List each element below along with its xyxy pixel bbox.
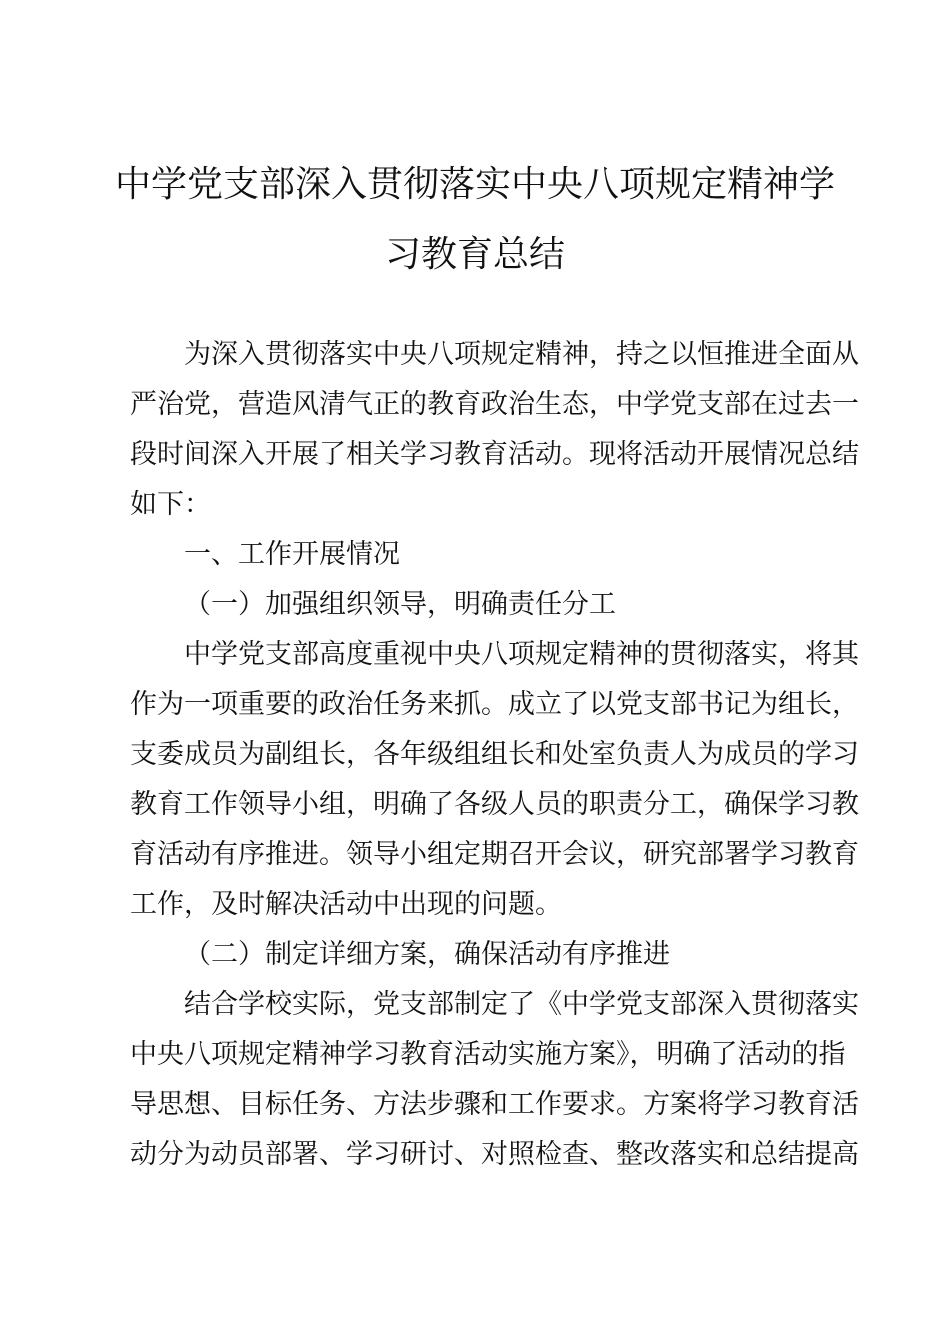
- paragraph: [130, 930, 830, 980]
- paragraph-line: 工作，及时解决活动中出现的问题。: [130, 889, 562, 920]
- paragraph-line: 教育工作领导小组，明确了各级人员的职责分工，确保学习教: [130, 789, 859, 820]
- paragraph-line: 中学党支部高度重视中央八项规定精神的贯彻落实，将其: [184, 639, 859, 670]
- paragraph-line: 支委成员为副组长，各年级组组长和处室负责人为成员的学习: [130, 739, 859, 770]
- paragraph-line: （二）制定详细方案，确保活动有序推进: [184, 939, 670, 970]
- paragraph-line: 育活动有序推进。领导小组定期召开会议，研究部署学习教育: [130, 839, 859, 870]
- document-body: [130, 330, 859, 1180]
- paragraph: [130, 330, 859, 530]
- title-line: 习教育总结: [384, 234, 565, 275]
- paragraph: [130, 630, 859, 930]
- paragraph-line: 一、工作开展情况: [184, 539, 400, 570]
- paragraph: [130, 530, 830, 580]
- paragraph-line: 结合学校实际，党支部制定了《中学党支部深入贯彻落实: [184, 989, 859, 1020]
- paragraph-line: 如下：: [130, 489, 211, 520]
- paragraph-line: 为深入贯彻落实中央八项规定精神，持之以恒推进全面从: [184, 339, 859, 370]
- paragraph-line: （一）加强组织领导，明确责任分工: [184, 589, 616, 620]
- paragraph-line: 作为一项重要的政治任务来抓。成立了以党支部书记为组长，: [130, 689, 859, 720]
- title-line: 中学党支部深入贯彻落实中央八项规定精神学: [114, 164, 835, 205]
- paragraph-line: 严治党，营造风清气正的教育政治生态，中学党支部在过去一: [130, 389, 859, 420]
- paragraph-line: 导思想、目标任务、方法步骤和工作要求。方案将学习教育活: [130, 1089, 859, 1120]
- paragraph: [130, 980, 859, 1180]
- paragraph-line: 中央八项规定精神学习教育活动实施方案》，明确了活动的指: [130, 1039, 846, 1070]
- paragraph-line: 动分为动员部署、学习研讨、对照检查、整改落实和总结提高: [130, 1139, 859, 1170]
- paragraph-line: 段时间深入开展了相关学习教育活动。现将活动开展情况总结: [130, 439, 859, 470]
- document-title: [0, 150, 950, 290]
- paragraph: [130, 580, 830, 630]
